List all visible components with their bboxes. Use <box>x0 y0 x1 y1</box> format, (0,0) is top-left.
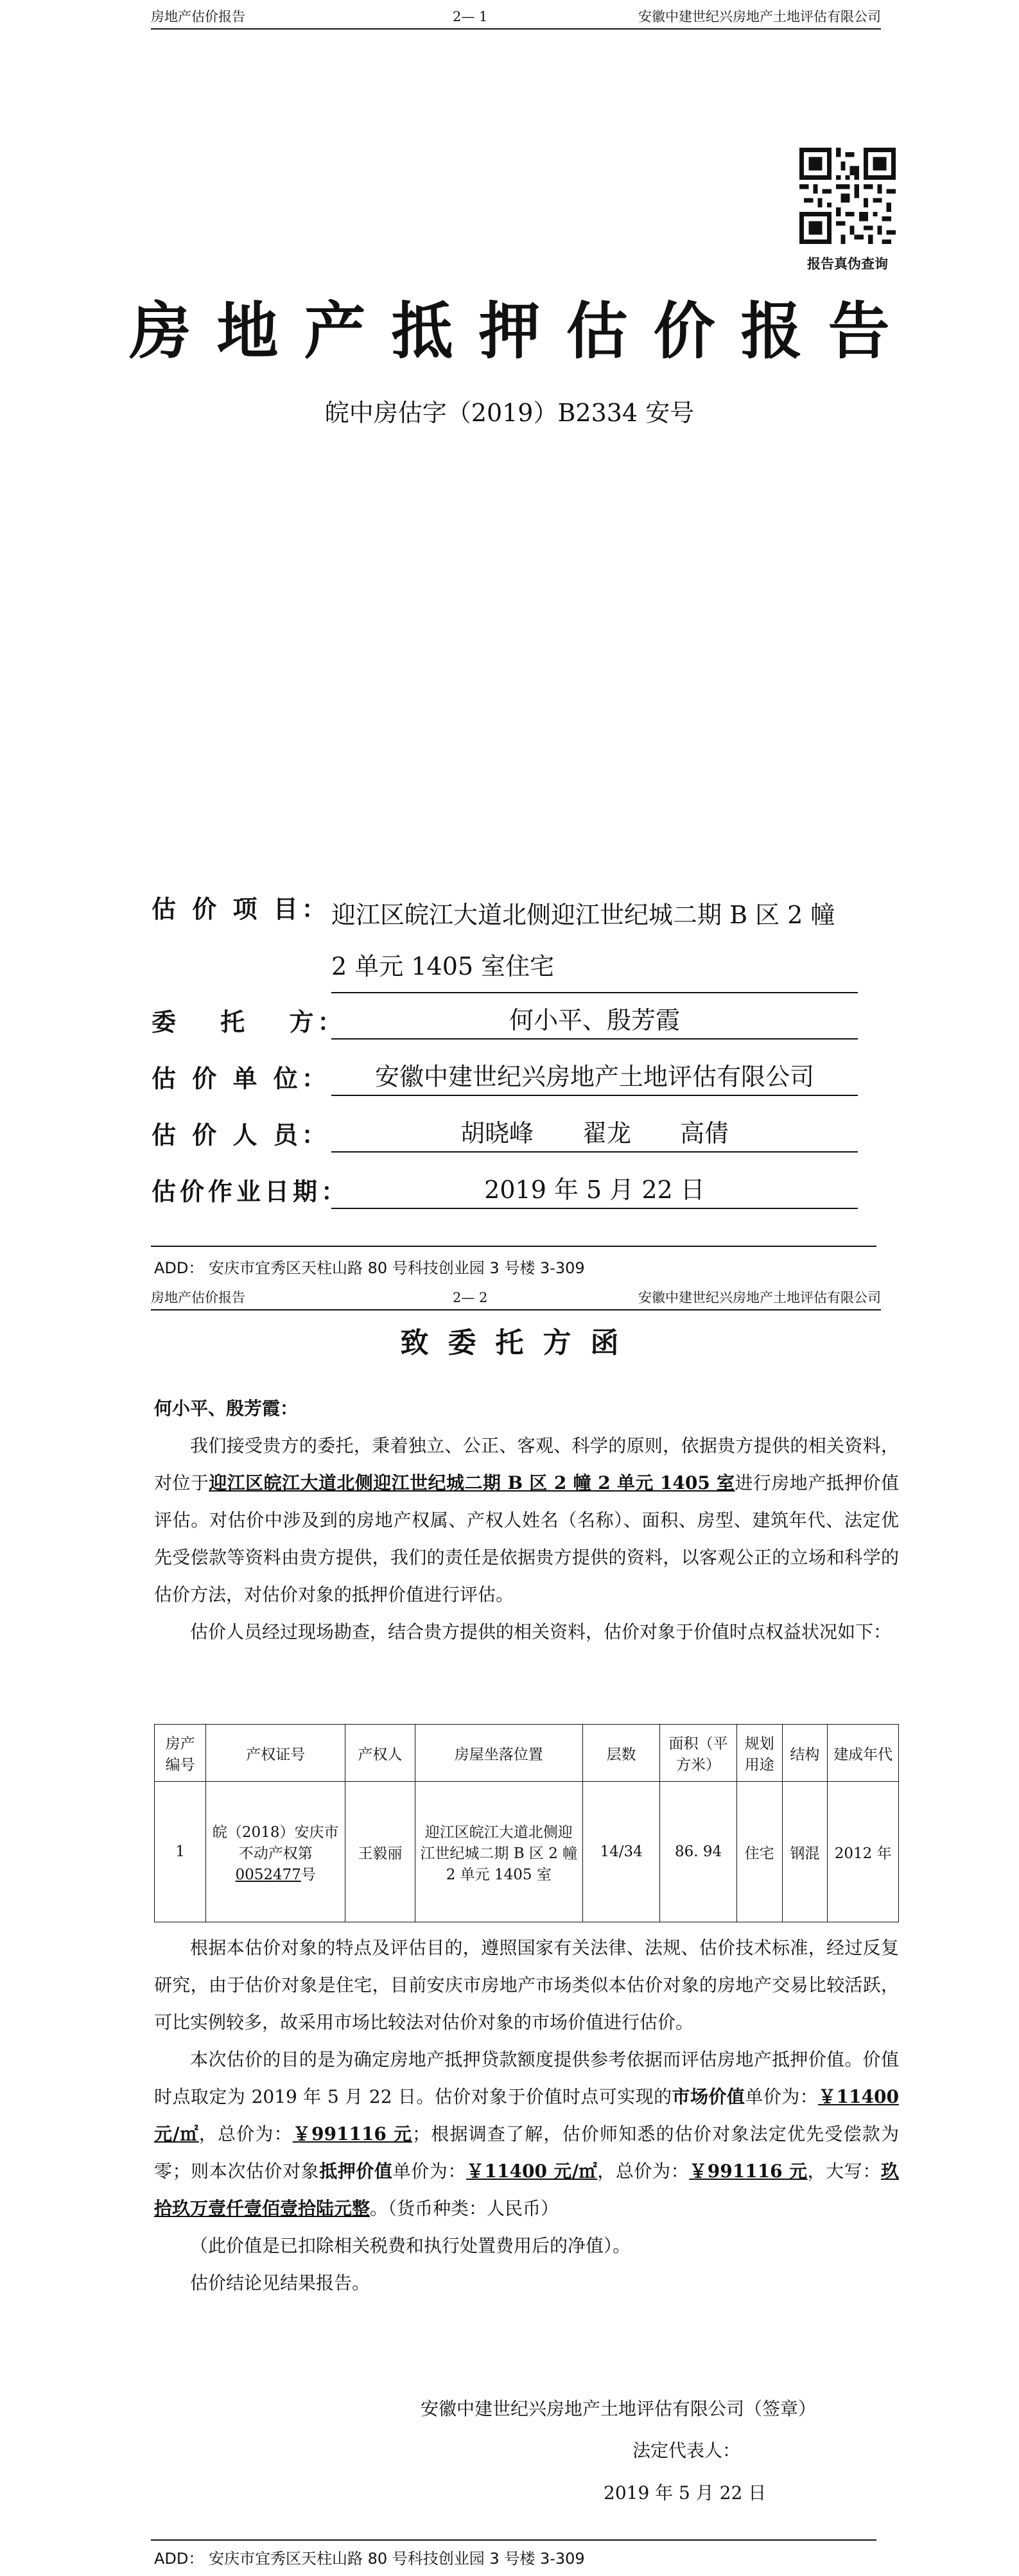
cell-location: 迎江区皖江大道北侧迎江世纪城二期 B 区 2 幢 2 单元 1405 室 <box>415 1782 582 1922</box>
text: 。（货币种类：人民币） <box>370 2198 559 2219</box>
table-row <box>155 1782 899 1922</box>
letter-date: 2019 年 5 月 22 日 <box>604 2482 767 2503</box>
cell-owner: 王毅丽 <box>345 1782 415 1922</box>
field-appraiser-unit <box>152 1059 871 1115</box>
footer-address: ADD： 安庆市宜秀区天柱山路 80 号科技创业园 3 号楼 3-309 <box>154 1259 585 1277</box>
cell-use: 住宅 <box>736 1782 782 1922</box>
footer-divider <box>151 2539 876 2541</box>
report-title: 房地产抵押估价报告 <box>129 295 916 367</box>
column-header: 房屋坐落位置 <box>415 1725 582 1782</box>
text: 皖（2018）安庆市不动产权第 <box>212 1823 339 1862</box>
column-header: 房产编号 <box>155 1725 206 1782</box>
cover-info <box>152 889 871 1228</box>
total-price-chinese: 玖拾玖万壹仟壹佰壹拾陆元整 <box>154 2161 899 2219</box>
text: 号 <box>300 1866 316 1883</box>
field-value: 胡晓峰 翟龙 高倩 <box>331 1115 858 1153</box>
qr-label: 报告真伪查询 <box>807 256 888 272</box>
property-table <box>154 1724 899 1922</box>
field-label: 委 托 方： <box>152 1008 346 1036</box>
cover-page <box>0 0 1019 1281</box>
field-label: 估 价 项 目： <box>152 895 330 923</box>
footer-address: ADD： 安庆市宜秀区天柱山路 80 号科技创业园 3 号楼 3-309 <box>154 2550 585 2568</box>
text: 抵押价值 <box>319 2161 393 2182</box>
cell-structure: 钢混 <box>782 1782 828 1922</box>
table-header-row <box>155 1725 899 1782</box>
page-header <box>151 1286 881 1310</box>
paragraph-method: 根据本估价对象的特点及评估目的，遵照国家有关法律、法规、估价技术标准，经过反复研究，由于估价对象是住宅，目前安庆市房地产市场类似本估价对象的房地产交易比较活跃，可比实例较多，故采用市场比较法对估价对象的市场价值进行估价。 <box>154 1937 899 2033</box>
field-date <box>152 1172 871 1228</box>
column-header: 面积（平方米） <box>660 1725 736 1782</box>
cell-cert <box>206 1782 345 1922</box>
field-value: 何小平、殷芳霞 <box>331 1002 858 1040</box>
qr-code[interactable] <box>799 148 896 244</box>
header-right: 安徽中建世纪兴房地产土地评估有限公司 <box>638 9 881 24</box>
letter-body-top <box>154 1390 899 1651</box>
text: ，总价为： <box>198 2123 293 2145</box>
cell-floors: 14/34 <box>582 1782 659 1922</box>
unit-price: ￥11400 元/㎡ <box>154 2086 899 2145</box>
signer: 安徽中建世纪兴房地产土地评估有限公司（签章） <box>421 2398 817 2419</box>
column-header: 产权证号 <box>206 1725 345 1782</box>
text: ，大写： <box>807 2161 881 2182</box>
text: 本次估价的目的是为确定房地产抵押贷款额度提供参考依据而评估房地产抵押价值。价值时点取定为 2019 年 5 月 22 日。估价对象于价值时点可实现的 <box>154 2049 899 2107</box>
total-price: ￥991116 元 <box>292 2123 413 2145</box>
field-client <box>152 1002 871 1059</box>
text: 我们接受贵方的委托，秉着独立、公正、客观、科学的原则，依据贵方提供的相关资料，对位于 <box>154 1435 899 1493</box>
legal-representative: 法定代表人： <box>632 2440 741 2461</box>
text: 进行房地产抵押价值评估。对估价中涉及到的房地产权属、产权人姓名（名称）、面积、房型、建筑年代、法定优先受偿款等资料由贵方提供，我们的责任是依据贵方提供的资料，以客观公正的立场和科学的估价方法，对估价对象的抵押价值进行评估。 <box>154 1472 899 1605</box>
text: 单价为： <box>745 2086 819 2107</box>
header-right: 安徽中建世纪兴房地产土地评估有限公司 <box>638 1290 881 1305</box>
text: ，总价为： <box>597 2161 690 2182</box>
field-project <box>152 889 871 1002</box>
field-label: 估 价 人 员： <box>152 1121 330 1149</box>
field-value: 迎江区皖江大道北侧迎江世纪城二期 B 区 2 幢 2 单元 1405 室住宅 <box>331 889 858 993</box>
cell-area: 86. 94 <box>660 1782 736 1922</box>
header-page-number: 2— 2 <box>453 1290 488 1305</box>
letter-page <box>0 1281 1019 2576</box>
cell-year: 2012 年 <box>828 1782 899 1922</box>
letter-title: 致委托方函 <box>400 1327 638 1359</box>
cell-no: 1 <box>155 1782 206 1922</box>
header-left: 房地产估价报告 <box>151 9 245 24</box>
unit-price: ￥11400 元/㎡ <box>466 2161 598 2182</box>
total-price: ￥991116 元 <box>689 2161 808 2182</box>
paragraph-value <box>154 2041 899 2227</box>
field-label: 估价作业日期： <box>152 1178 350 1206</box>
column-header: 层数 <box>582 1725 659 1782</box>
column-header: 产权人 <box>345 1725 415 1782</box>
paragraph-net-note: （此价值是已扣除相关税费和执行处置费用后的净值）。 <box>190 2235 631 2256</box>
paragraph-intro <box>154 1427 899 1614</box>
text: 市场价值 <box>672 2086 745 2107</box>
text: ；根据调查了解，估价师知悉的估价对象法定优先受偿款为零；则本次估价对象 <box>154 2123 899 2182</box>
salutation: 何小平、殷芳霞： <box>154 1398 299 1419</box>
paragraph-conclusion: 估价结论见结果报告。 <box>190 2272 370 2293</box>
cert-number: 0052477 <box>235 1866 301 1883</box>
letter-body-bottom <box>154 1929 899 2302</box>
column-header: 规划用途 <box>736 1725 782 1782</box>
property-address: 迎江区皖江大道北侧迎江世纪城二期 B 区 2 幢 2 单元 1405 室 <box>209 1472 735 1493</box>
field-value: 2019 年 5 月 22 日 <box>331 1172 858 1209</box>
field-value: 安徽中建世纪兴房地产土地评估有限公司 <box>331 1059 858 1096</box>
header-page-number: 2— 1 <box>453 9 488 24</box>
column-header: 结构 <box>782 1725 828 1782</box>
column-header: 建成年代 <box>828 1725 899 1782</box>
paragraph-status: 估价人员经过现场勘查，结合贵方提供的相关资料，估价对象于价值时点权益状况如下： <box>190 1621 892 1642</box>
field-appraisers <box>152 1115 871 1172</box>
footer-divider <box>151 1246 876 1247</box>
text: 单价为： <box>392 2161 466 2182</box>
header-left: 房地产估价报告 <box>151 1290 245 1305</box>
field-label: 估 价 单 位： <box>152 1065 330 1093</box>
document-number: 皖中房估字（2019）B2334 安号 <box>324 399 695 427</box>
page-header <box>151 5 881 30</box>
